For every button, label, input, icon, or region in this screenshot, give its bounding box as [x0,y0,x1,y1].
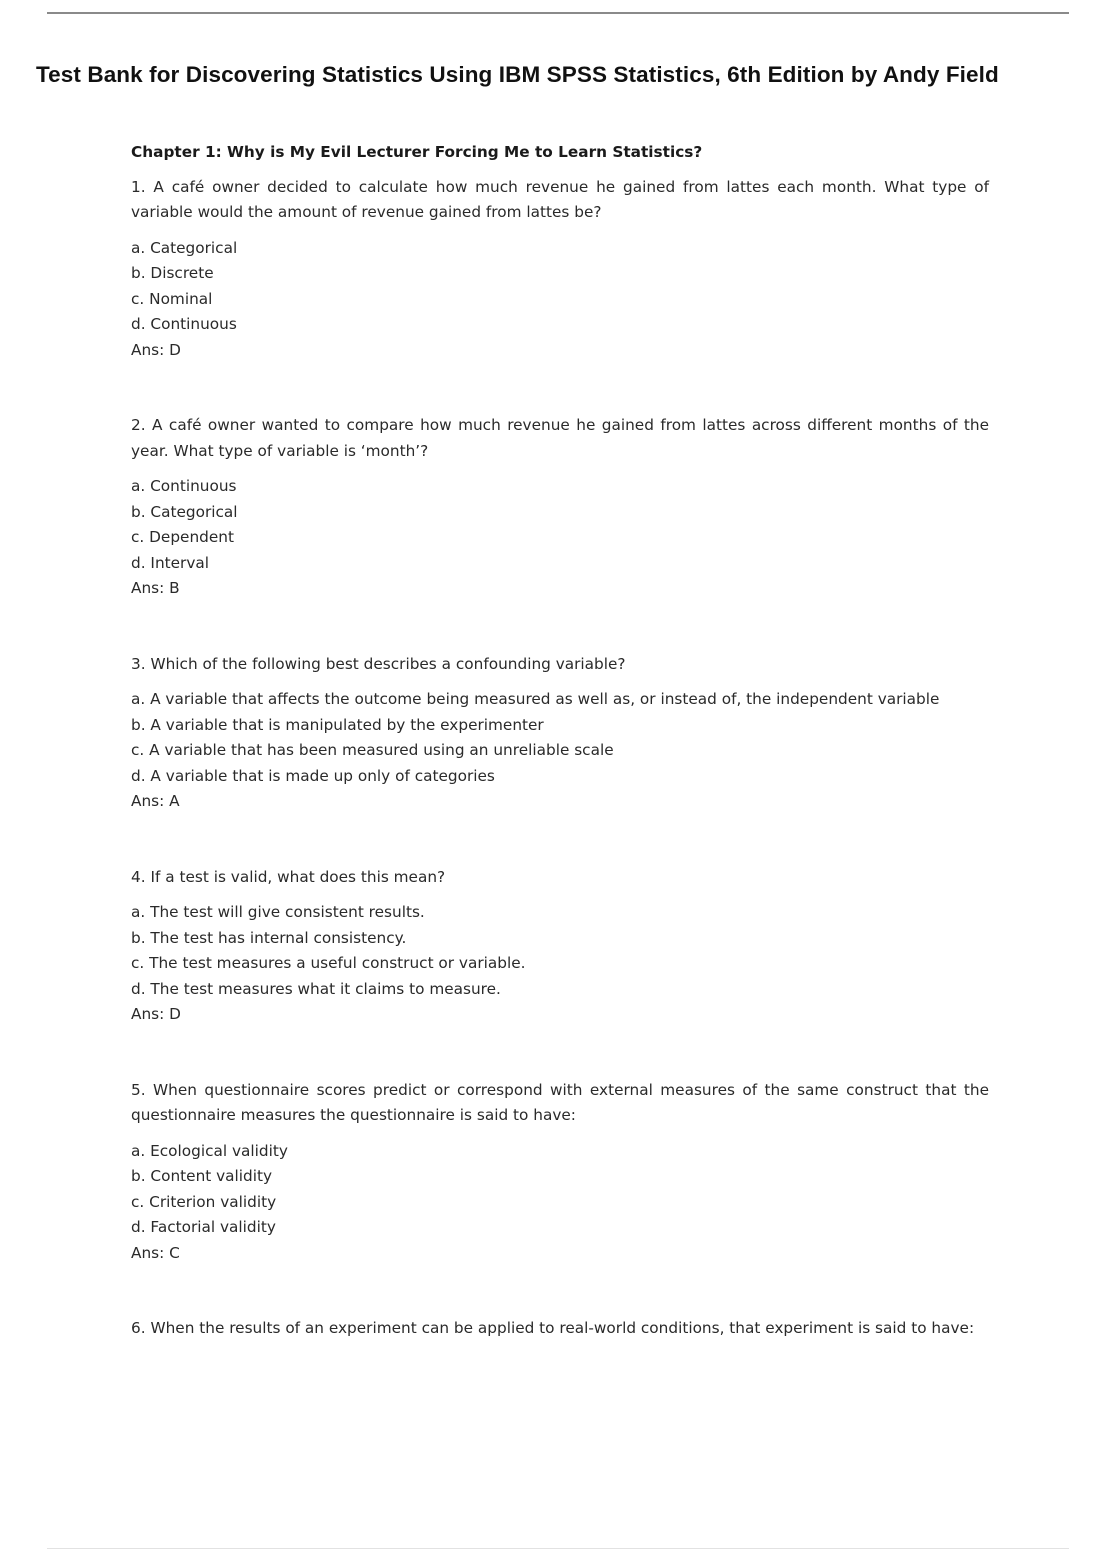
option-c: c. Criterion validity [131,1192,277,1211]
question-4 [131,865,989,1028]
option-d: d. Factorial validity [131,1218,276,1236]
question-text: 6. When the results of an experiment can be applied to real-world conditions, that experiment is said to have: [131,1319,975,1337]
top-divider [47,12,1069,14]
chapter-heading: Chapter 1: Why is My Evil Lecturer Forcing Me to Learn Statistics? [131,143,703,161]
answer-options [131,236,989,338]
option-d: d. Interval [131,553,210,572]
option-d: d. A variable that is made up only of categories [131,766,495,785]
question-6 [131,1316,989,1342]
question-3 [131,652,989,815]
question-text: 3. Which of the following best describes a confounding variable? [131,654,626,673]
question-text: 1. A café owner decided to calculate how much revenue he gained from lattes each month. What type of variable would the amount of revenue gained from lattes be? [131,177,989,221]
answer-options [131,474,989,576]
answer-options [131,1139,989,1241]
option-b: b. The test has internal consistency. [131,928,407,947]
option-a: a. Categorical [131,238,238,257]
answer-key: Ans: C [131,1243,180,1262]
option-a: a. A variable that affects the outcome being measured as well as, or instead of, the independent variable [131,690,940,708]
option-c: c. Dependent [131,528,234,546]
answer-key: Ans: A [131,792,180,810]
option-b: b. A variable that is manipulated by the experimenter [131,715,544,734]
document-body [131,140,989,1392]
option-a: a. Continuous [131,477,237,495]
question-text: 4. If a test is valid, what does this mean? [131,867,446,886]
question-2 [131,413,989,602]
answer-options [131,900,989,1002]
answer-key: Ans: B [131,579,180,597]
option-b: b. Discrete [131,264,214,282]
option-d: d. The test measures what it claims to measure. [131,979,501,998]
answer-key: Ans: D [131,1005,181,1023]
question-5 [131,1078,989,1267]
answer-key: Ans: D [131,340,181,359]
bottom-divider [47,1548,1069,1549]
option-a: a. The test will give consistent results. [131,903,425,921]
document-title: Test Bank for Discovering Statistics Using IBM SPSS Statistics, 6th Edition by Andy Field [36,62,999,87]
option-b: b. Categorical [131,502,238,521]
question-text: 2. A café owner wanted to compare how much revenue he gained from lattes across different months of the year. What type of variable is ‘month’? [131,416,989,460]
question-text: 5. When questionnaire scores predict or correspond with external measures of the same construct that the questionnaire measures the questionnaire is said to have: [131,1080,989,1124]
option-a: a. Ecological validity [131,1141,288,1160]
option-b: b. Content validity [131,1167,273,1185]
option-d: d. Continuous [131,315,237,333]
question-1 [131,175,989,364]
option-c: c. A variable that has been measured using an unreliable scale [131,741,614,759]
option-c: c. Nominal [131,289,213,308]
answer-options [131,687,989,789]
option-c: c. The test measures a useful construct or variable. [131,954,526,972]
